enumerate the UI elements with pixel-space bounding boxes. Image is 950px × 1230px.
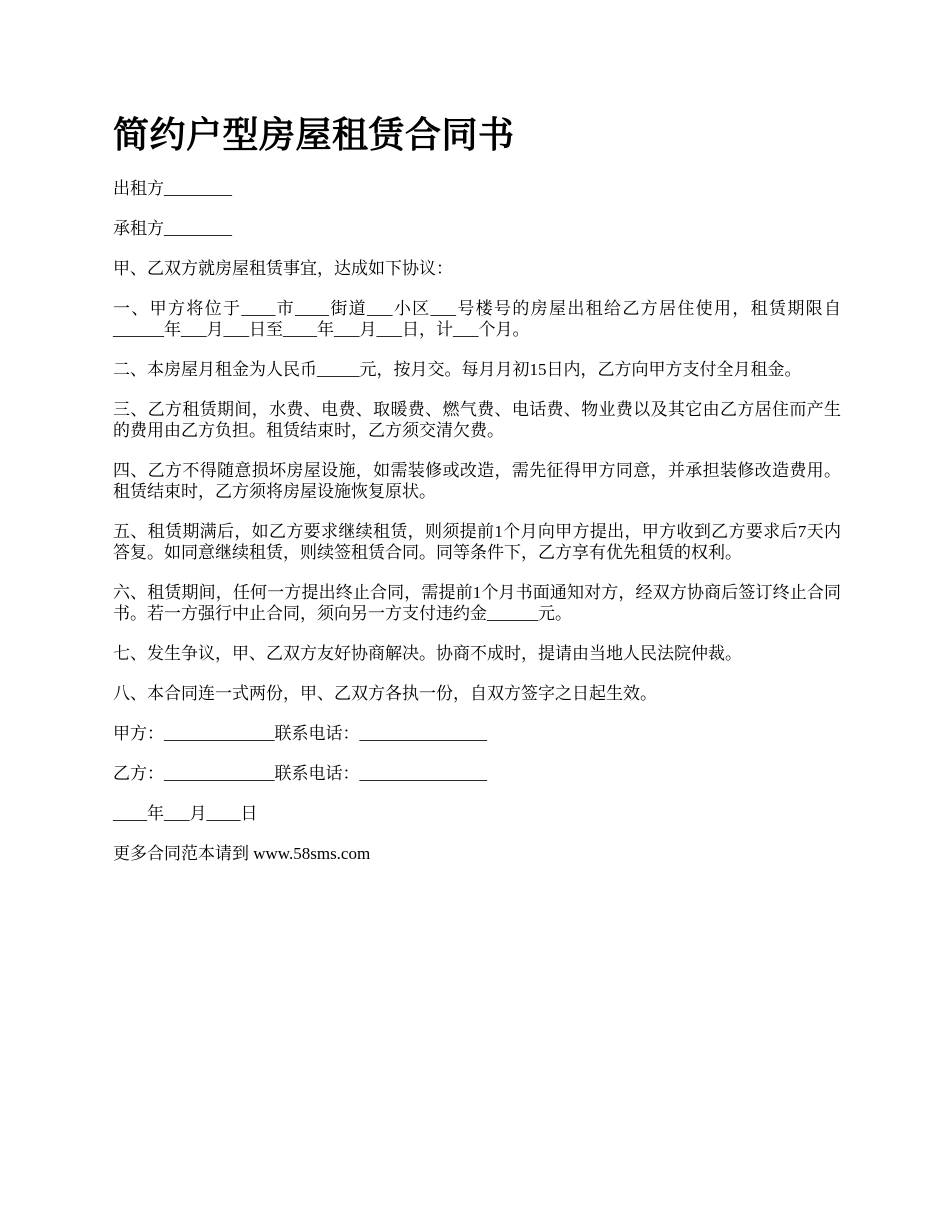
agreement-intro: 甲、乙双方就房屋租赁事宜，达成如下协议： — [113, 259, 453, 278]
party-a-signature-line: 甲方：_____________联系电话：_______________ — [113, 724, 487, 743]
clause-3: 三、乙方租赁期间，水费、电费、取暖费、燃气费、电话费、物业费以及其它由乙方居住而产生的费用由乙方负担。租赁结束时，乙方须交清欠费。 — [113, 400, 841, 440]
party-b-signature-line: 乙方：_____________联系电话：_______________ — [113, 764, 487, 783]
document-title: 简约户型房屋租赁合同书 — [113, 115, 515, 155]
clause-2: 二、本房屋月租金为人民币_____元，按月交。每月月初15日内，乙方向甲方支付全月租金。 — [113, 360, 802, 379]
date-line: ____年___月____日 — [113, 804, 258, 823]
lessee-line: 承租方________ — [113, 219, 232, 238]
footer-link-text: 更多合同范本请到 www.58sms.com — [113, 844, 371, 863]
lessor-line: 出租方________ — [113, 179, 232, 198]
document-body — [113, 178, 841, 864]
document-page — [113, 112, 841, 883]
clause-1: 一、甲方将位于____市____街道___小区___号楼号的房屋出租给乙方居住使用，租赁期限自______年___月___日至____年___月___日，计___个月。 — [113, 299, 841, 339]
clause-6: 六、租赁期间，任何一方提出终止合同，需提前1个月书面通知对方，经双方协商后签订终止合同书。若一方强行中止合同，须向另一方支付违约金______元。 — [113, 583, 841, 623]
clause-4: 四、乙方不得随意损坏房屋设施，如需装修或改造，需先征得甲方同意，并承担装修改造费用。租赁结束时，乙方须将房屋设施恢复原状。 — [113, 461, 841, 501]
clause-8: 八、本合同连一式两份，甲、乙双方各执一份，自双方签字之日起生效。 — [113, 684, 657, 703]
clause-5: 五、租赁期满后，如乙方要求继续租赁，则须提前1个月向甲方提出，甲方收到乙方要求后7天内答复。如同意继续租赁，则续签租赁合同。同等条件下，乙方享有优先租赁的权利。 — [113, 522, 841, 562]
clause-7: 七、发生争议，甲、乙双方友好协商解决。协商不成时，提请由当地人民法院仲裁。 — [113, 644, 742, 663]
